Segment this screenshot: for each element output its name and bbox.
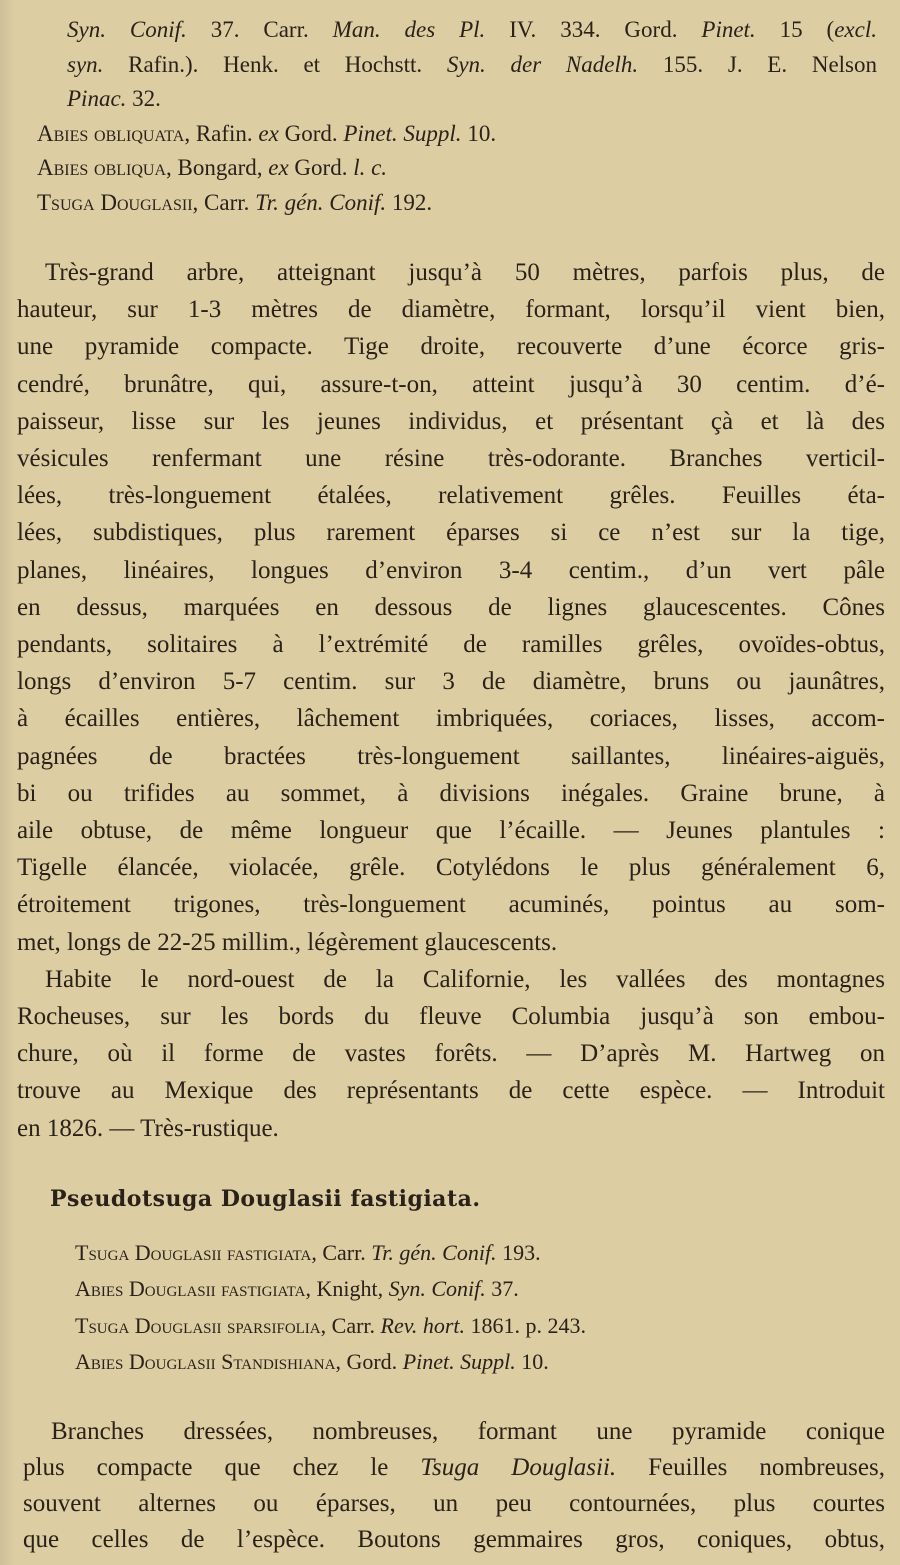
text-run: 32. [126, 86, 161, 111]
italic-text: Rev. hort. [380, 1312, 466, 1338]
text-line [17, 924, 885, 961]
text-run: que celles de l’espèce. Boutons gemmaires gros, coniques, obtus, [23, 1526, 885, 1553]
text-run: 193. [496, 1240, 541, 1265]
italic-text: Syn. der Nadelh. [446, 51, 639, 77]
italic-text: ex [268, 155, 289, 180]
italic-text: Pinet. [701, 17, 756, 42]
italic-text: syn. [67, 51, 104, 77]
text-run: 37. [485, 1276, 519, 1302]
text-run: planes, linéaires, longues d’environ 3-4 centim., d’un vert pâle [17, 556, 885, 584]
italic-text: Syn. Conif. [388, 1276, 486, 1302]
text-run: cendré, brunâtre, qui, assure-t-on, atteint jusqu’à 30 centim. d’é- [17, 370, 885, 398]
text-run: bi ou trifides au sommet, à divisions inégales. Graine brune, à [17, 779, 885, 807]
text-line [17, 328, 885, 365]
text-line [23, 1522, 885, 1558]
italic-text: Pinet. Suppl. [402, 1348, 516, 1374]
text-run: , Carr. [320, 1312, 381, 1338]
text-run: 15 ( [755, 17, 835, 42]
text-line [17, 366, 885, 403]
taxon-name: Tsuga Douglasii [37, 189, 193, 215]
text-run: Tigelle élancée, violacée, grêle. Cotylédons le plus généralement 6, [17, 854, 885, 882]
italic-text: Pinet. Suppl. [343, 120, 462, 146]
text-run: , Knight, [305, 1276, 389, 1302]
text-run: paisseur, lisse sur les jeunes individus, et présentant çà et là des [17, 407, 885, 435]
italic-text: Man. des Pl. [332, 17, 486, 42]
text-run: aile obtuse, de même longueur que l’écaille. — Jeunes plantules : [17, 817, 885, 845]
text-line [37, 48, 877, 83]
text-line [17, 440, 885, 477]
text-run: souvent alternes ou éparses, un peu contournées, plus courtes [23, 1490, 885, 1517]
text-run: Gord. [288, 155, 354, 180]
text-line [17, 998, 885, 1035]
text-run: Rafin.). Henk. et Hochstt. [103, 51, 447, 77]
text-line [17, 1072, 885, 1109]
text-line [17, 1035, 885, 1072]
text-run: 155. J. E. Nelson [638, 51, 877, 77]
text-run: hauteur, sur 1-3 mètres de diamètre, formant, lorsqu’il vient bien, [17, 296, 885, 324]
text-run: en dessus, marquées en dessous de lignes glaucescentes. Cônes [17, 593, 885, 621]
text-run: en 1826. — Très-rustique. [17, 1114, 279, 1142]
synonym-list [37, 13, 877, 220]
text-run: , Carr. [311, 1240, 372, 1265]
text-run: étroitement trigones, très-longuement acuminés, pointus au som- [17, 891, 885, 919]
text-line [17, 254, 885, 291]
text-run: IV. 334. Gord. [485, 17, 702, 42]
italic-text: Syn. Conif. [67, 17, 187, 42]
text-run: plus compacte que chez le [23, 1454, 421, 1481]
text-run: 10. [461, 120, 497, 146]
text-run: vésicules renfermant une résine très-odorante. Branches verticil- [17, 445, 885, 473]
text-run: 1861. p. 243. [465, 1312, 587, 1338]
taxon-name: Tsuga Douglasii sparsifolia [75, 1312, 321, 1338]
text-run: Rocheuses, sur les bords du fleuve Columbia jusqu’à son embou- [17, 1003, 885, 1031]
text-line [17, 291, 885, 328]
text-line [17, 886, 885, 923]
text-run: 10. [515, 1348, 549, 1374]
text-line [75, 1271, 586, 1307]
text-run: pendants, solitaires à l’extrémité de ramilles grêles, ovoïdes-obtus, [17, 631, 885, 659]
text-line [37, 82, 877, 117]
text-line [17, 663, 885, 700]
text-run: 37. Carr. [186, 17, 333, 42]
text-line [17, 589, 885, 626]
text-line [17, 403, 885, 440]
italic-text: l. c. [353, 155, 388, 180]
taxon-name: Tsuga Douglasii fastigiata [75, 1240, 312, 1265]
text-line [75, 1344, 586, 1380]
text-line [17, 626, 885, 663]
text-run: à écailles entières, lâchement imbriquées, coriaces, lisses, accom- [17, 705, 885, 733]
italic-text: Tr. gén. Conif. [371, 1240, 497, 1265]
variety-description [23, 1414, 885, 1558]
text-run: chure, où il forme de vastes forêts. — D’après M. Hartweg on [17, 1040, 885, 1068]
text-line [37, 151, 877, 186]
variety-synonym-list [75, 1235, 586, 1380]
italic-text: excl. [834, 17, 877, 42]
text-line [17, 738, 885, 775]
text-run: une pyramide compacte. Tige droite, recouverte d’une écorce gris- [17, 333, 885, 361]
text-line [17, 961, 885, 998]
text-line [17, 812, 885, 849]
text-run: 192. [386, 189, 433, 215]
taxon-name: Abies obliquata [37, 120, 185, 146]
text-line [75, 1235, 586, 1271]
text-line [17, 552, 885, 589]
text-run: Feuilles nombreuses, [616, 1454, 885, 1481]
italic-text: ex [258, 120, 279, 146]
text-run: Branches dressées, nombreuses, formant une pyramide conique [51, 1418, 885, 1445]
italic-text: Pinac. [67, 86, 127, 111]
text-run: lées, très-longuement étalées, relativement grêles. Feuilles éta- [17, 482, 885, 510]
taxon-name: Abies obliqua [37, 155, 167, 180]
page-edge-shadow [0, 0, 14, 1565]
text-run: Gord. [278, 120, 344, 146]
text-line [23, 1414, 885, 1450]
text-run: trouve au Mexique des représentants de cette espèce. — Introduit [17, 1077, 885, 1105]
text-line [37, 186, 877, 221]
text-line [23, 1450, 885, 1486]
taxon-name: Abies Douglasii fastigiata [75, 1276, 306, 1302]
text-line [17, 700, 885, 737]
text-run: met, longs de 22-25 millim., légèrement glaucescents. [17, 928, 558, 956]
text-run: Très-grand arbre, atteignant jusqu’à 50 mètres, parfois plus, de [45, 259, 885, 286]
text-line [17, 514, 885, 551]
text-line [75, 1308, 586, 1344]
text-line [37, 13, 877, 48]
species-description [17, 254, 885, 1147]
text-line [17, 849, 885, 886]
text-line [23, 1486, 885, 1522]
text-run: lées, subdistiques, plus rarement éparses si ce n’est sur la tige, [17, 519, 885, 547]
italic-text: Tsuga Douglasii. [420, 1454, 617, 1481]
text-run: pagnées de bractées très-longuement saillantes, linéaires-aiguës, [17, 742, 885, 770]
text-line [17, 775, 885, 812]
text-run: , Carr. [192, 189, 256, 215]
italic-text: Tr. gén. Conif. [255, 189, 387, 215]
text-run: , Gord. [335, 1348, 403, 1374]
text-run: longs d’environ 5-7 centim. sur 3 de diamètre, bruns ou jaunâtres, [17, 668, 885, 696]
text-line [17, 477, 885, 514]
text-run: , Bongard, [166, 155, 269, 180]
taxon-name: Abies Douglasii Standishiana [75, 1348, 336, 1374]
text-run: Habite le nord-ouest de la Californie, les vallées des montagnes [45, 965, 885, 993]
text-line [37, 117, 877, 152]
variety-heading: Pseudotsuga Douglasii fastigiata. [50, 1186, 481, 1212]
text-line [17, 1110, 885, 1147]
text-run: , Rafin. [184, 120, 259, 146]
